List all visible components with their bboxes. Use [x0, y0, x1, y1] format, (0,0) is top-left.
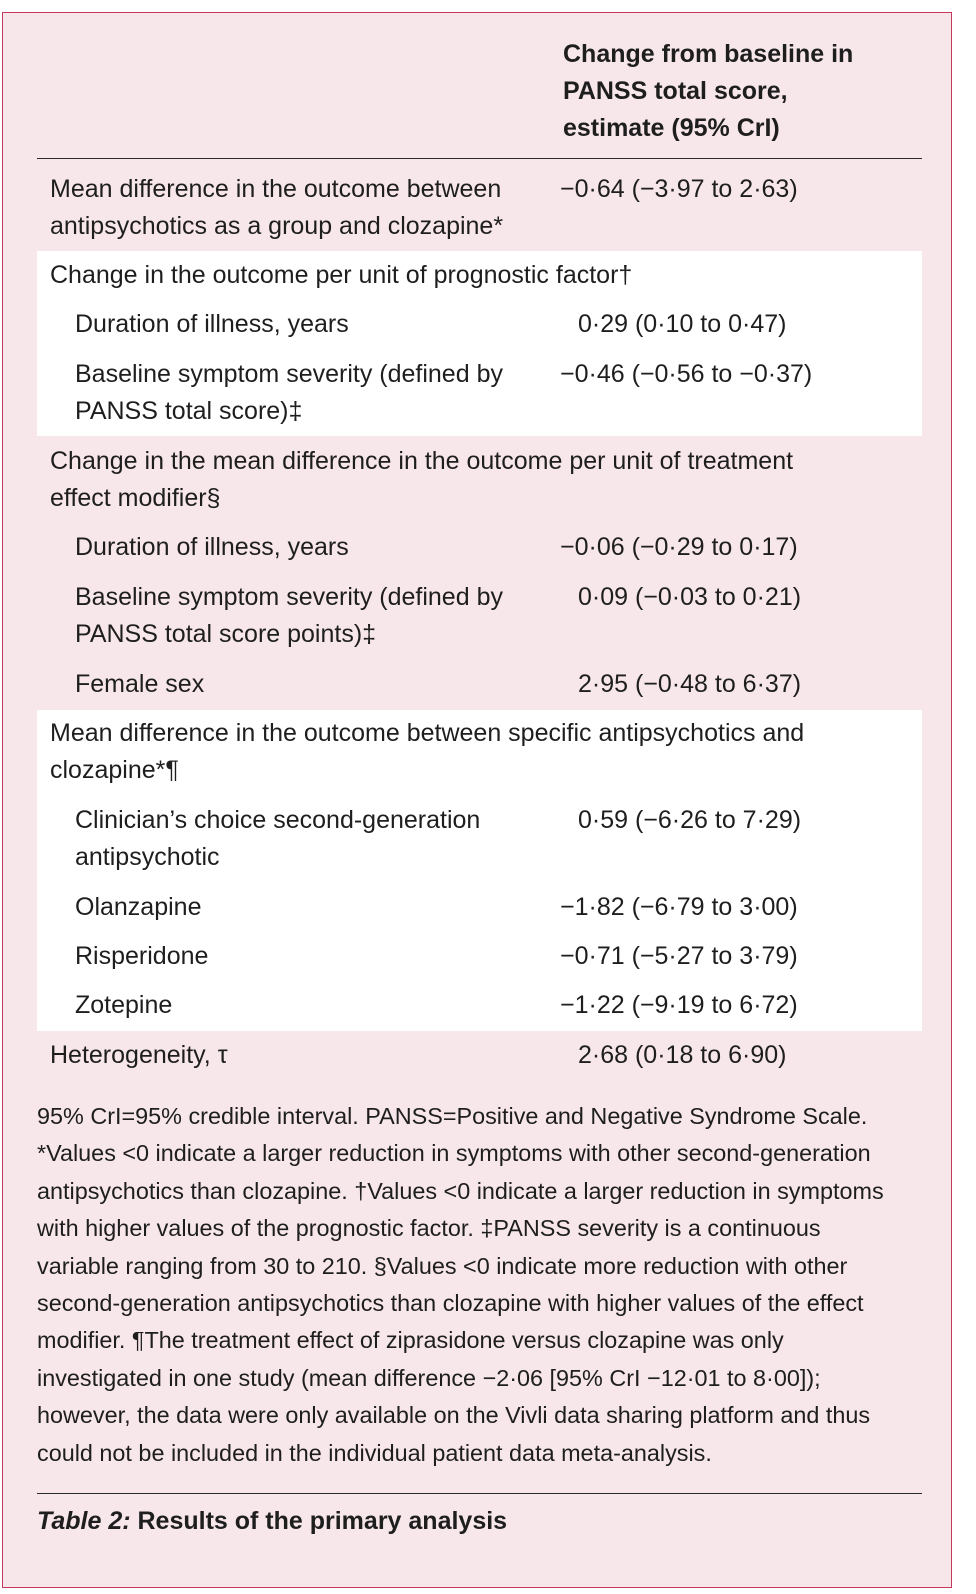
column-header: [563, 36, 943, 147]
row-value: −0·71 (−5·27 to 3·79): [560, 942, 798, 970]
row-value: −0·64 (−3·97 to 2·63): [560, 175, 798, 203]
caption-label: Table 2:: [37, 1507, 131, 1535]
caption-rule: [37, 1493, 922, 1494]
footnote-line: antipsychotics than clozapine. †Values <0 indicate a larger reduction in symptoms: [37, 1177, 884, 1204]
footnote-line: with higher values of the prognostic factor. ‡PANSS severity is a continuous: [37, 1215, 821, 1242]
row-label: Female sex: [75, 670, 205, 698]
row-value: −1·22 (−9·19 to 6·72): [560, 991, 798, 1019]
caption-text: Results of the primary analysis: [137, 1507, 508, 1535]
row-label: Duration of illness, years: [75, 310, 349, 338]
section-heading: Mean difference in the outcome between specific antipsychotics and: [50, 719, 805, 747]
row-label: Olanzapine: [75, 893, 202, 921]
row-label: Zotepine: [75, 991, 173, 1019]
row-label: Baseline symptom severity (defined by: [75, 360, 503, 388]
section-heading: Change in the mean difference in the outcome per unit of treatment: [50, 447, 794, 475]
row-value: 0·09 (−0·03 to 0·21): [578, 583, 802, 611]
footnote-line: variable ranging from 30 to 210. §Values <0 indicate more reduction with other: [37, 1252, 848, 1279]
row-label: Clinician’s choice second-generation: [75, 806, 481, 834]
row-label: PANSS total score points)‡: [75, 620, 377, 648]
footnotes: [37, 1098, 927, 1472]
row-value: 0·59 (−6·26 to 7·29): [578, 806, 802, 834]
footnote-line: modifier. ¶The treatment effect of ziprasidone versus clozapine was only: [37, 1327, 784, 1354]
row-label: Mean difference in the outcome between: [50, 175, 502, 203]
section-heading: Change in the outcome per unit of prognostic factor†: [50, 261, 633, 289]
footnote-line: could not be included in the individual patient data meta-analysis.: [37, 1439, 712, 1466]
row-value: 2·68 (0·18 to 6·90): [578, 1041, 787, 1069]
column-header-line: estimate (95% CrI): [563, 114, 780, 142]
footnote-line: investigated in one study (mean difference −2·06 [95% CrI −12·01 to 8·00]);: [37, 1364, 821, 1391]
row-label: Duration of illness, years: [75, 533, 349, 561]
row-value: −0·46 (−0·56 to −0·37): [560, 360, 813, 388]
footnote-line: however, the data were only available on the Vivli data sharing platform and thus: [37, 1402, 871, 1429]
row-value: 0·29 (0·10 to 0·47): [578, 310, 787, 338]
column-header-line: PANSS total score,: [563, 77, 788, 105]
row-label: PANSS total score)‡: [75, 397, 303, 425]
row-label: Risperidone: [75, 942, 209, 970]
row-label: Heterogeneity, τ: [50, 1041, 228, 1069]
section-heading: clozapine*¶: [50, 756, 179, 784]
row-label: Baseline symptom severity (defined by: [75, 583, 503, 611]
row-value: −1·82 (−6·79 to 3·00): [560, 893, 798, 921]
table-caption: [37, 1503, 507, 1540]
header-rule: [37, 158, 922, 159]
row-label: antipsychotics as a group and clozapine*: [50, 212, 504, 240]
footnote-line: 95% CrI=95% credible interval. PANSS=Positive and Negative Syndrome Scale.: [37, 1103, 868, 1129]
row-value: −0·06 (−0·29 to 0·17): [560, 533, 798, 561]
footnote-line: second-generation antipsychotics than clozapine with higher values of the effect: [37, 1290, 864, 1317]
row-label: antipsychotic: [75, 843, 220, 871]
section-heading: effect modifier§: [50, 484, 221, 512]
footnote-line: *Values <0 indicate a larger reduction in symptoms with other second-generation: [37, 1140, 871, 1167]
row-value: 2·95 (−0·48 to 6·37): [578, 670, 802, 698]
column-header-line: Change from baseline in: [563, 40, 854, 68]
